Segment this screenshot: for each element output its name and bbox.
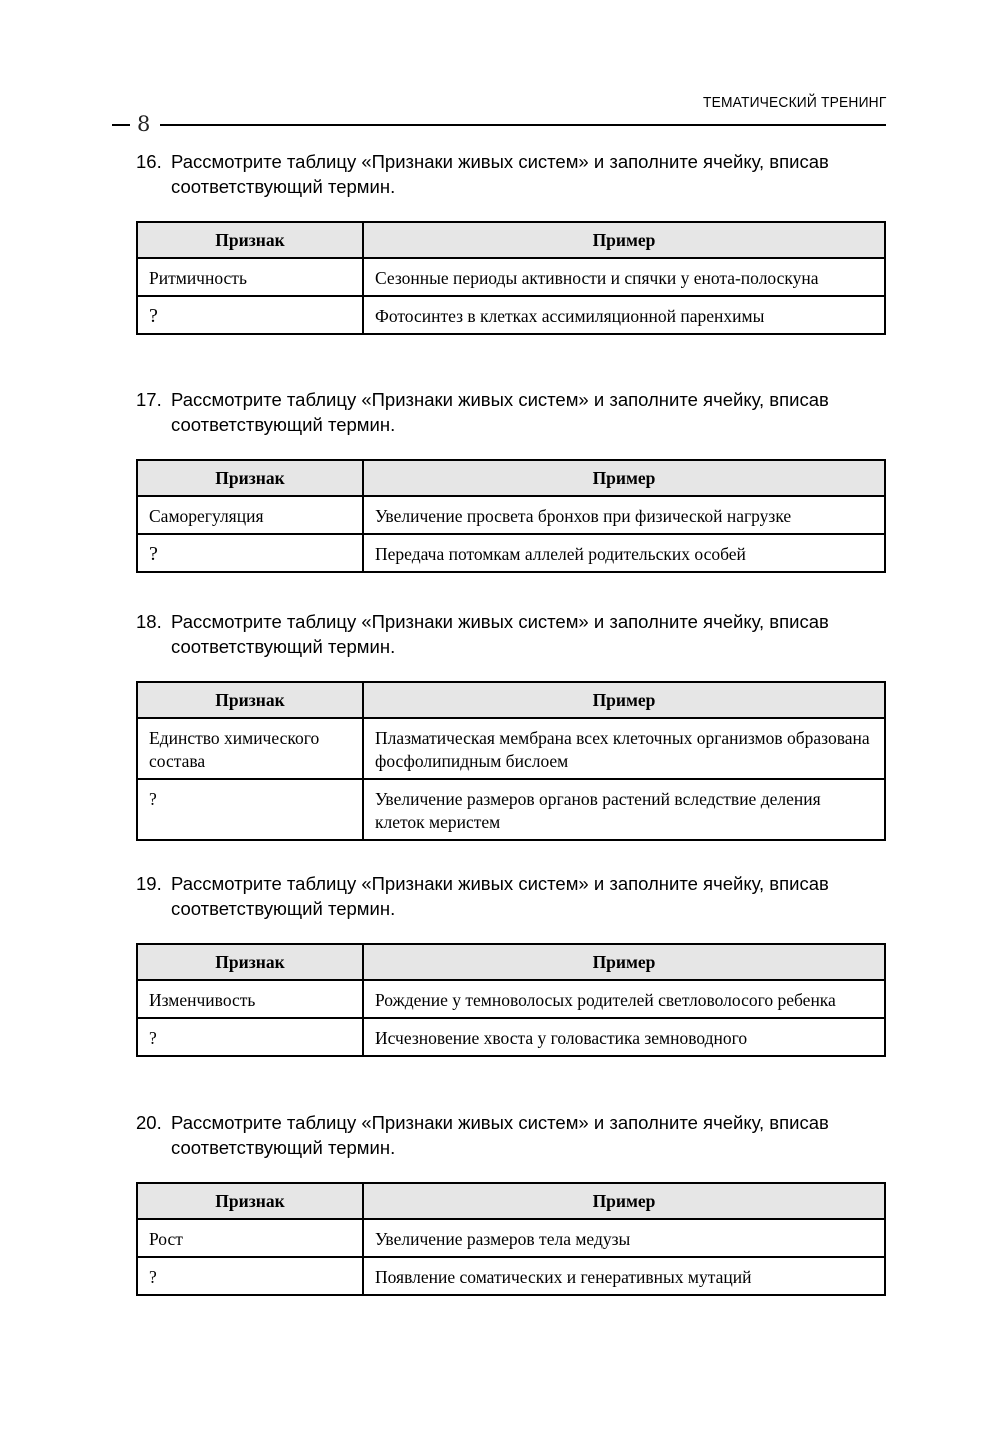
answer-cell[interactable]: ?	[137, 779, 363, 840]
example-cell: Рождение у темноволосых родителей светловолосого ребенка	[363, 980, 885, 1018]
table-header-row	[137, 944, 885, 980]
column-header: Признак	[137, 944, 363, 980]
example-cell: Увеличение размеров тела медузы	[363, 1219, 885, 1257]
table-row	[137, 496, 885, 534]
table-header-row	[137, 682, 885, 718]
table-row	[137, 779, 885, 840]
answer-cell[interactable]: ?	[137, 1257, 363, 1295]
page-number-row	[112, 112, 886, 138]
column-header: Признак	[137, 1183, 363, 1219]
running-title: ТЕМАТИЧЕСКИЙ ТРЕНИНГ	[702, 94, 886, 111]
column-header: Пример	[363, 460, 885, 496]
task-number: 19.	[136, 873, 162, 894]
example-cell: Плазматическая мембрана всех клеточных организмов образована фосфолипидным бислоем	[363, 718, 885, 779]
column-header: Пример	[363, 1183, 885, 1219]
column-header: Признак	[137, 682, 363, 718]
sign-cell: Саморегуляция	[137, 496, 363, 534]
table-row	[137, 1257, 885, 1295]
task-prompt	[136, 871, 886, 921]
column-header: Пример	[363, 944, 885, 980]
task-prompt-text: Рассмотрите таблицу «Признаки живых систем» и заполните ячейку, вписав соответствующий термин.	[171, 389, 829, 435]
table-row	[137, 258, 885, 296]
answer-cell[interactable]: ?	[137, 1018, 363, 1056]
task-20	[136, 1110, 886, 1296]
table-header-row	[137, 222, 885, 258]
dash-divider	[112, 124, 130, 126]
example-cell: Фотосинтез в клетках ассимиляционной паренхимы	[363, 296, 885, 334]
table-row	[137, 718, 885, 779]
task-number: 18.	[136, 611, 162, 632]
task-prompt-text: Рассмотрите таблицу «Признаки живых систем» и заполните ячейку, вписав соответствующий термин.	[171, 1112, 829, 1158]
example-cell: Передача потомкам аллелей родительских особей	[363, 534, 885, 572]
task-prompt	[136, 1110, 886, 1160]
example-cell: Исчезновение хвоста у головастика земноводного	[363, 1018, 885, 1056]
table-row	[137, 1219, 885, 1257]
task-prompt-text: Рассмотрите таблицу «Признаки живых систем» и заполните ячейку, вписав соответствующий термин.	[171, 151, 829, 197]
sign-cell: Рост	[137, 1219, 363, 1257]
example-cell: Сезонные периоды активности и спячки у енота-полоскуна	[363, 258, 885, 296]
table-header-row	[137, 460, 885, 496]
task-18	[136, 609, 886, 841]
task-number: 16.	[136, 151, 162, 172]
task-prompt	[136, 387, 886, 437]
answer-cell[interactable]: ?	[137, 296, 363, 334]
page-number: 8	[137, 112, 151, 136]
signs-table	[136, 459, 886, 573]
task-prompt-text: Рассмотрите таблицу «Признаки живых систем» и заполните ячейку, вписав соответствующий термин.	[171, 873, 829, 919]
example-cell: Увеличение просвета бронхов при физической нагрузке	[363, 496, 885, 534]
signs-table	[136, 221, 886, 335]
example-cell: Появление соматических и генеративных мутаций	[363, 1257, 885, 1295]
table-row	[137, 1018, 885, 1056]
table-row	[137, 980, 885, 1018]
task-prompt	[136, 609, 886, 659]
task-number: 17.	[136, 389, 162, 410]
column-header: Пример	[363, 222, 885, 258]
sign-cell: Единство химического состава	[137, 718, 363, 779]
sign-cell: Ритмичность	[137, 258, 363, 296]
sign-cell: Изменчивость	[137, 980, 363, 1018]
task-19	[136, 871, 886, 1057]
column-header: Признак	[137, 460, 363, 496]
example-cell: Увеличение размеров органов растений вследствие деления клеток меристем	[363, 779, 885, 840]
column-header: Пример	[363, 682, 885, 718]
task-number: 20.	[136, 1112, 162, 1133]
table-header-row	[137, 1183, 885, 1219]
signs-table	[136, 1182, 886, 1296]
task-prompt	[136, 149, 886, 199]
table-row	[137, 296, 885, 334]
signs-table	[136, 681, 886, 841]
answer-cell[interactable]: ?	[137, 534, 363, 572]
task-16	[136, 149, 886, 335]
signs-table	[136, 943, 886, 1057]
task-prompt-text: Рассмотрите таблицу «Признаки живых систем» и заполните ячейку, вписав соответствующий термин.	[171, 611, 829, 657]
header-rule	[160, 124, 886, 126]
column-header: Признак	[137, 222, 363, 258]
task-17	[136, 387, 886, 573]
table-row	[137, 534, 885, 572]
